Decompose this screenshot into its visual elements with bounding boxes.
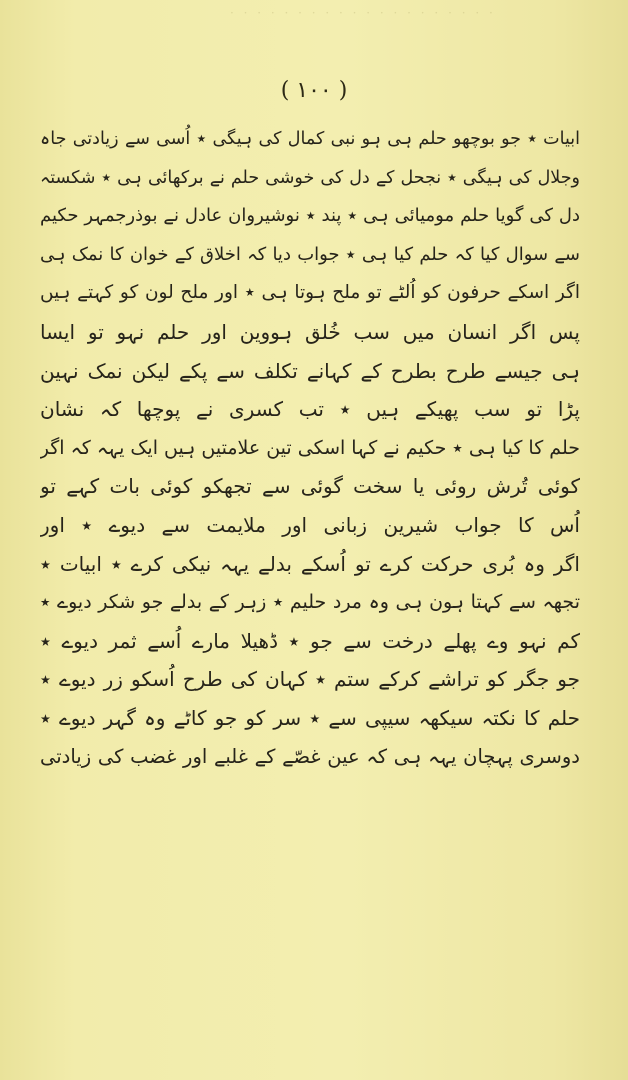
text-line: پس اگر انسان میں سب خُلق ہووین اور حلم نہو تو ایسا bbox=[40, 319, 580, 344]
text-line: دوسری پہچان یہہ ہی کہ عین غصّے کے غلبے اور غضب کی زیادتی bbox=[40, 744, 580, 768]
text-line: پڑا تو سب پھیکے ہیں ٭ تب کسری نے پوچھا کہ نشان bbox=[40, 397, 580, 422]
text-line: وجلال کی ہیگی ٭ نجحل کے دل کی خوشی حلم نے برکھائی ہی ٭ شکستہ bbox=[40, 167, 580, 188]
text-line: کم نہو وے پھلے درخت سے جو ٭ ڈھیلا مارے اُسے ثمر دیوے ٭ bbox=[40, 628, 580, 653]
body-text bbox=[40, 120, 580, 776]
text-line: حلم کا کیا ہی ٭ حکیم نے کہا اسکی تین علامتیں ہیں ایک یہہ کہ اگر bbox=[40, 436, 580, 459]
text-line: اُس کا جواب شیرین زبانی اور ملایمت سے دیوے ٭ اور bbox=[40, 512, 580, 537]
page-number: ( ۱۰۰ ) bbox=[280, 78, 348, 103]
bleed-through-text: · · · · · · · · · · · · · · · · · · · · bbox=[230, 6, 496, 20]
text-line: تجھہ سے کہتا ہون ہی وہ مرد حلیم ٭ زہر کے بدلے جو شکر دیوے ٭ bbox=[40, 591, 580, 614]
text-line: دل کی گویا حلم مومیائی ہی ٭ پند ٭ نوشیروان عادل نے بوذرجمہر حکیم bbox=[40, 205, 580, 227]
text-line: اگر اسکے حرفون کو اُلٹے تو ملح ہوتا ہی ٭ اور ملح لون کو کہتے ہیں bbox=[40, 282, 580, 304]
text-line: ابیات ٭ جو بوچھو حلم ہی ہو نبی کمال کی ہیگی ٭ اُسی سے زیادتی جاہ bbox=[40, 129, 580, 149]
text-line: اگر وہ بُری حرکت کرے تو اُسکے بدلے یہہ نیکی کرے ٭ ابیات ٭ bbox=[40, 551, 580, 576]
text-line: ہی جیسے طرح بطرح کے کہانے تکلف سے پکے لیکن نمک نہین bbox=[40, 358, 580, 383]
text-line: حلم کا نکتہ سیکھہ سیپی سے ٭ سر کو جو کاٹے وہ گہر دیوے ٭ bbox=[40, 705, 580, 730]
text-line: جو جگر کو تراشے کرکے ستم ٭ کہان کی طرح اُسکو زر دیوے ٭ bbox=[40, 667, 580, 692]
text-line: سے سوال کیا کہ حلم کیا ہی ٭ جواب دیا کہ اخلاق کے خوان کا نمک ہی bbox=[40, 243, 580, 265]
text-line: کوئی تُرش روئی یا سخت گوئی سے تجھکو کوئی بات کہے تو bbox=[40, 474, 580, 499]
